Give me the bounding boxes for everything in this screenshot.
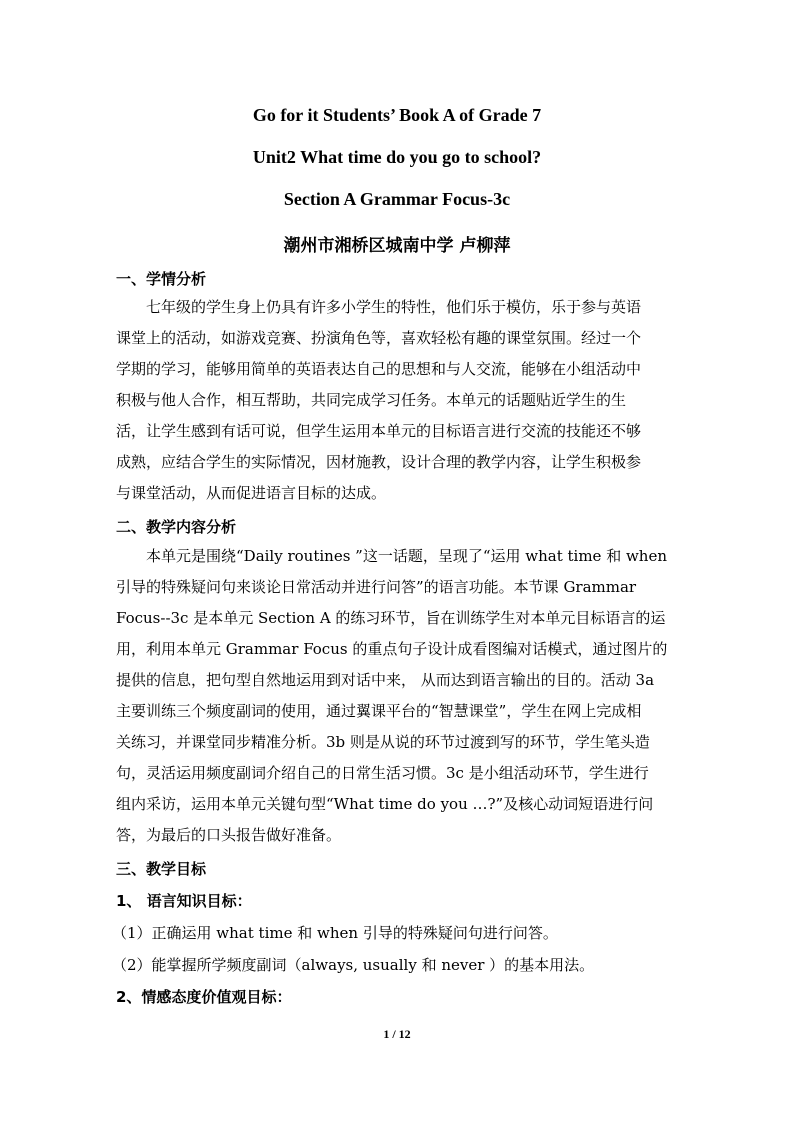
text-line: 组内采访，运用本单元关键句型“What time do you …?”及核心动词短语进行问: [116, 795, 654, 813]
section-heading-content-analysis: 二、教学内容分析: [116, 518, 237, 536]
text-line: 主要训练三个频度副词的使用，通过翼课平台的“智慧课堂”，学生在网上完成相: [116, 702, 642, 720]
text-line: 用，利用本单元 Grammar Focus 的重点句子设计成看图编对话模式，通过图片的: [116, 640, 668, 658]
document-title-line2: Unit2 What time do you go to school?: [252, 147, 542, 167]
text-line: 引导的特殊疑问句来谈论日常活动并进行问答”的语言功能。本节课 Grammar: [116, 578, 637, 596]
author-line: 潮州市湘桥区城南中学 卢柳萍: [283, 236, 511, 256]
document-title-line3: Section A Grammar Focus-3c: [283, 189, 511, 209]
paragraph-learner-analysis: [116, 292, 682, 509]
text-line: 学期的学习，能够用简单的英语表达自己的思想和与人交流，能够在小组活动中: [116, 360, 642, 378]
page-number: 1 / 12: [383, 1027, 411, 1041]
text-line: 关练习，并课堂同步精准分析。3b 则是从说的环节过渡到写的环节，学生笔头造: [116, 733, 650, 751]
text-line: 成熟，应结合学生的实际情况，因材施教，设计合理的教学内容，让学生积极参: [116, 453, 642, 471]
text-line: 课堂上的活动，如游戏竞赛、扮演角色等，喜欢轻松有趣的课堂氛围。经过一个: [116, 329, 642, 347]
subheading-language-knowledge: 1、 语言知识目标：: [116, 892, 252, 910]
text-line: 句，灵活运用频度副词介绍自己的日常生活习惯。3c 是小组活动环节，学生进行: [116, 764, 649, 782]
text-line: 活，让学生感到有话可说，但学生运用本单元的目标语言进行交流的技能还不够: [116, 422, 642, 440]
text-line: 与课堂活动，从而促进语言目标的达成。: [116, 484, 387, 502]
section-heading-learner-analysis: 一、学情分析: [116, 270, 207, 288]
text-line: 七年级的学生身上仍具有许多小学生的特性，他们乐于模仿，乐于参与英语: [146, 298, 642, 316]
text-line: 提供的信息，把句型自然地运用到对话中来， 从而达到语言输出的目的。活动 3a: [116, 671, 655, 689]
subheading-emotional-values: 2、情感态度价值观目标：: [116, 988, 292, 1006]
objective-item: （1）正确运用 what time 和 when 引导的特殊疑问句进行问答。: [112, 924, 558, 942]
text-line: 积极与他人合作，相互帮助，共同完成学习任务。本单元的话题贴近学生的生: [116, 391, 627, 409]
section-heading-teaching-objectives: 三、教学目标: [116, 860, 207, 878]
text-line: Focus--3c 是本单元 Section A 的练习环节，旨在训练学生对本单元目标语言的运: [116, 609, 666, 627]
text-line: 本单元是围绕“Daily routines ”这一话题，呈现了“运用 what time 和 when: [146, 547, 668, 565]
objective-item: （2）能掌握所学频度副词（always, usually 和 never ）的基本用法。: [112, 956, 595, 974]
text-line: 答，为最后的口头报告做好准备。: [116, 826, 342, 844]
paragraph-content-analysis: [116, 541, 682, 851]
document-title-line1: Go for it Students’ Book A of Grade 7: [252, 105, 542, 125]
